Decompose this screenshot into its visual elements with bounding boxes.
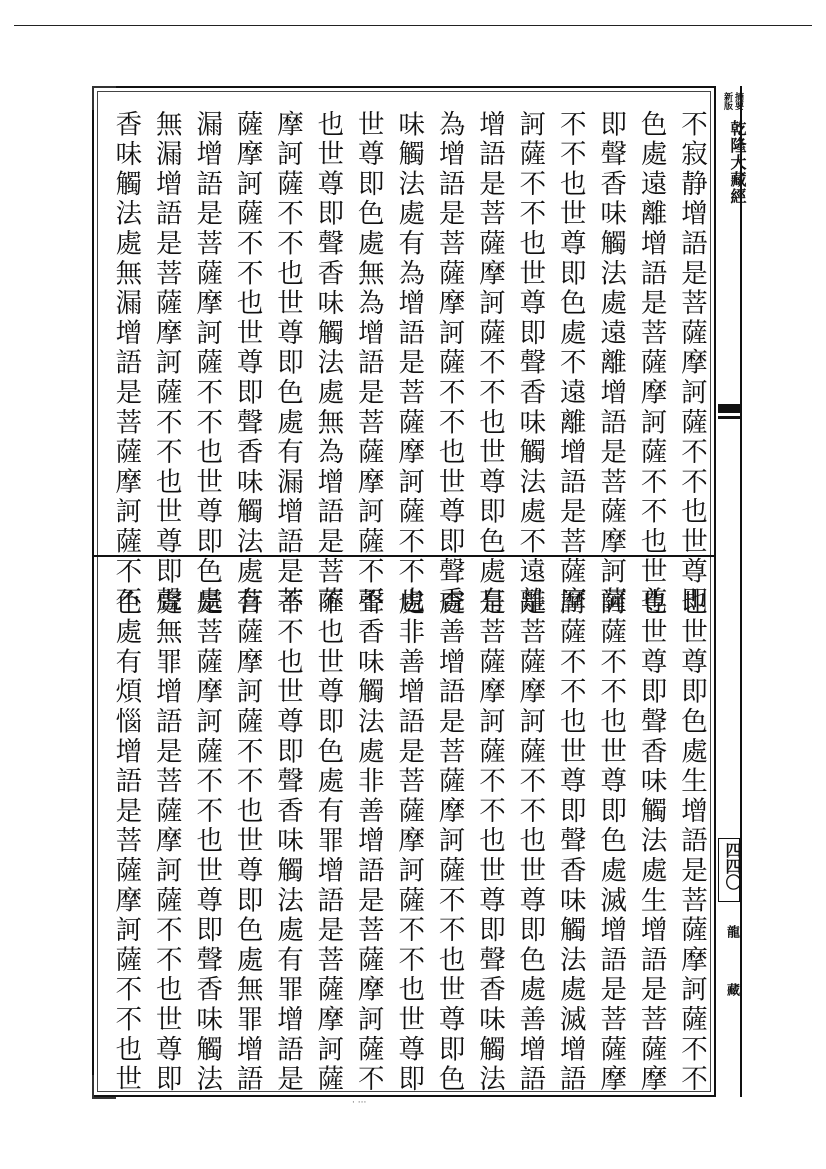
text-column: 聲香味觸法處非善增語是菩薩摩訶薩不 [352, 588, 384, 1095]
margin-mark [718, 404, 741, 413]
text-column: 也世尊即聲香味觸法處無為增語是菩薩 [312, 110, 344, 617]
edition-label: 龍藏 [724, 925, 739, 1041]
canon-title: 乾隆大藏經 [728, 120, 747, 205]
top-rule [14, 25, 812, 26]
footer-marks: · ··· [352, 1098, 367, 1108]
text-column: 無漏增語是菩薩摩訶薩不不也世尊即聲 [150, 110, 182, 617]
text-column: 色處遠離增語是菩薩摩訶薩不不也世尊 [635, 110, 667, 617]
text-column: 世尊即色處無為增語是菩薩摩訶薩不不 [352, 110, 384, 617]
text-column: 訶薩不不也世尊即色處滅增語是菩薩摩 [595, 588, 627, 1095]
text-column: 味觸法處有為增語是菩薩摩訶薩不不也 [393, 110, 425, 617]
text-column: 也世尊即聲香味觸法處生增語是菩薩摩 [635, 588, 667, 1095]
text-column: 摩訶薩不不也世尊即色處有漏增語是菩 [272, 110, 303, 617]
text-column: 即聲香味觸法處遠離增語是菩薩摩訶薩 [595, 110, 627, 617]
text-column: 也世尊即色處生增語是菩薩摩訶薩不不 [676, 588, 707, 1095]
text-column: 增語是菩薩摩訶薩不不也世尊即色處有 [474, 110, 505, 617]
text-column: 訶薩不不也世尊即聲香味觸法處滅增語 [554, 588, 586, 1095]
text-column: 漏增語是菩薩摩訶薩不不也世尊即色處 [191, 110, 223, 617]
text-column: 是菩薩摩訶薩不不也世尊即色處善增語 [514, 588, 546, 1095]
text-column: 不也世尊即色處有罪增語是菩薩摩訶薩 [312, 588, 344, 1095]
text-column: 不不也世尊即聲香味觸法處有罪增語是 [272, 588, 303, 1095]
text-column: 色處有煩惱增語是菩薩摩訶薩不不也世 [110, 588, 142, 1095]
text-column: 薩摩訶薩不不也世尊即聲香味觸法處有 [231, 110, 263, 617]
text-column: 不寂静增語是菩薩摩訶薩不不也世尊即 [676, 110, 707, 617]
page-number: 四四〇 [723, 842, 742, 890]
text-column: 訶薩不不也世尊即聲香味觸法處不遠離 [514, 110, 546, 617]
side-small-right: 摘要 [733, 92, 743, 110]
text-column: 是菩薩摩訶薩不不也世尊即聲香味觸法 [474, 588, 505, 1095]
corner-ornament-top [92, 86, 116, 110]
text-column: 處無罪增語是菩薩摩訶薩不不也世尊即 [150, 588, 182, 1095]
text-column: 處善增語是菩薩摩訶薩不不也世尊即色 [433, 588, 465, 1095]
margin-mark-thin [718, 416, 741, 419]
text-column: 為增語是菩薩摩訶薩不不也世尊即聲香 [433, 110, 465, 617]
text-column: 香味觸法處無漏增語是菩薩摩訶薩不不 [110, 110, 142, 617]
text-column: 菩薩摩訶薩不不也世尊即色處無罪增語 [231, 588, 263, 1095]
text-column: 不不也世尊即色處不遠離增語是菩薩摩 [554, 110, 586, 617]
side-small-left: 新版 [722, 92, 732, 110]
text-column: 處非善增語是菩薩摩訶薩不不也世尊即 [393, 588, 425, 1095]
text-column: 是菩薩摩訶薩不不也世尊即聲香味觸法 [191, 588, 223, 1095]
